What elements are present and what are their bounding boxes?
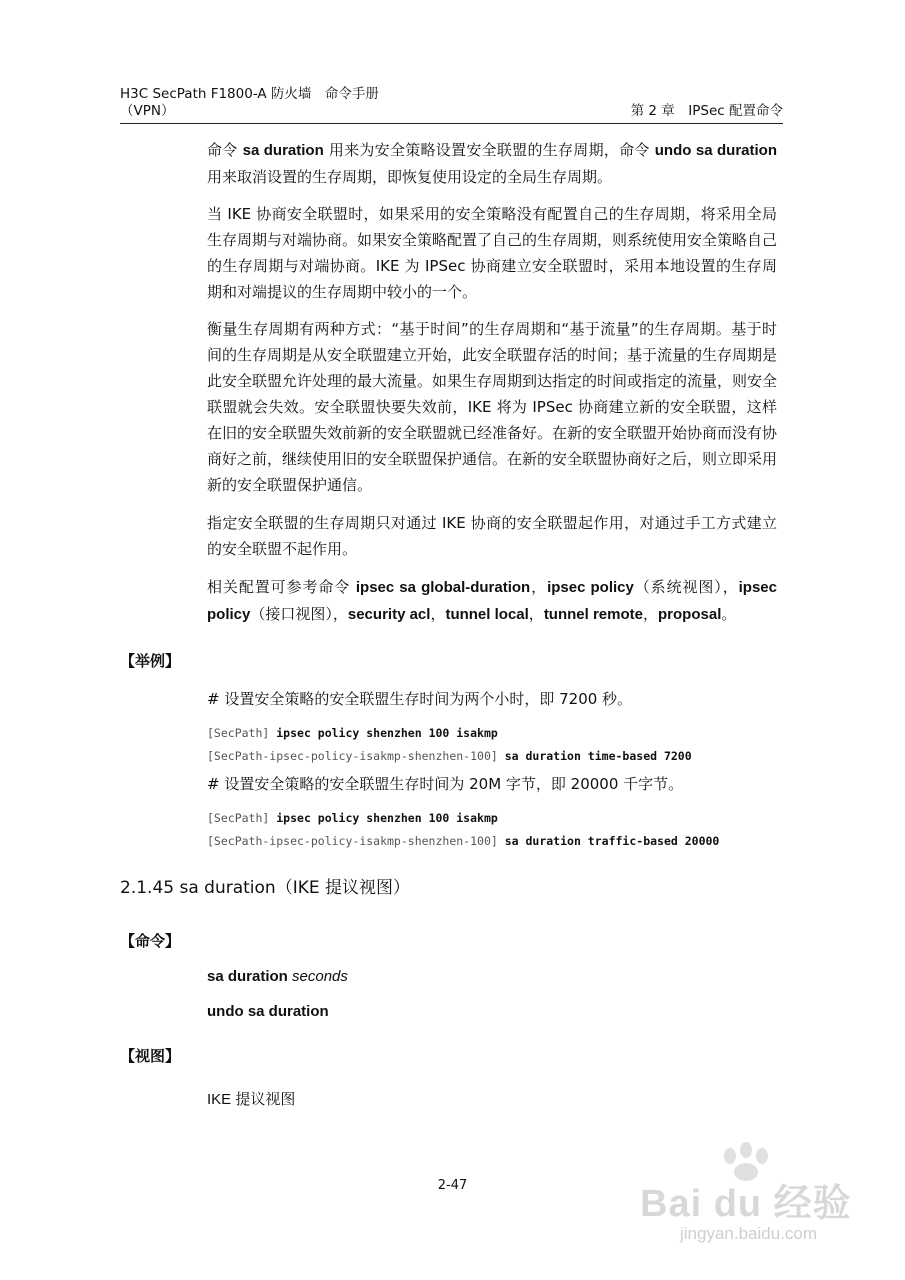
p5-text-2: ，: [530, 578, 548, 596]
code-line: [207, 811, 498, 825]
section-heading: 2.1.45 sa duration（IKE 提议视图）: [120, 878, 410, 898]
p5-keyword-4: security acl: [347, 606, 431, 623]
p1-text-3: 用来取消设置的生存周期，即恢复使用设定的全局生存周期。: [207, 168, 613, 186]
command-syntax-1: [207, 968, 348, 985]
code-line: [207, 749, 692, 763]
p5-keyword-5: tunnel local: [445, 606, 529, 623]
p5-text-1: 相关配置可参考命令: [207, 578, 356, 596]
watermark-url: jingyan.baidu.com: [680, 1224, 818, 1243]
page-number: 2-47: [437, 1178, 468, 1193]
p5-text-3: （系统视图），: [633, 578, 739, 596]
header-divider: [120, 123, 783, 124]
code-line: [207, 834, 719, 848]
code-command: sa duration traffic-based 20000: [504, 834, 720, 848]
code-prompt: [SecPath-ipsec-policy-isakmp-shenzhen-100]: [207, 749, 505, 763]
example-label: 【举例】: [120, 652, 181, 670]
paragraph-3: 衡量生存周期有两种方式：“基于时间”的生存周期和“基于流量”的生存周期。基于时间的生存周期是从安全联盟建立开始，此安全联盟存活的时间；基于流量的生存周期是此安全联盟允许处理的最大流量。如果生存周期到达指定的时间或指定的流量，则安全联盟就会失效。安全联盟快要失效前，IKE 将为 IPSec 协商建立新的安全联盟，这样在旧的安全联盟失效前新的安全联盟就已经准备好。在新的安全联盟开始协商而没有协商好之前，继续使用旧的安全联盟保护通信。在新的安全联盟协商好之后，则立即采用新的安全联盟保护通信。: [207, 320, 778, 494]
p5-text-8: 。: [721, 605, 737, 623]
header-title: [120, 86, 379, 120]
command-label: 【命令】: [120, 932, 181, 950]
p1-keyword-sa-duration: sa duration: [242, 142, 324, 159]
code-command: ipsec policy shenzhen 100 isakmp: [276, 811, 498, 825]
code-prompt: [SecPath]: [207, 726, 277, 740]
paragraph-2: 当 IKE 协商安全联盟时，如果采用的安全策略没有配置自己的生存周期，将采用全局生存周期与对端协商。如果安全策略配置了自己的生存周期，则系统使用安全策略自己的生存周期与对端协商。IKE 为 IPSec 协商建立安全联盟时，采用本地设置的生存周期和对端提议的生存周期中较小的一个。: [207, 205, 778, 301]
p5-text-4: （接口视图），: [250, 605, 348, 623]
code-prompt: [SecPath]: [207, 811, 277, 825]
paragraph-1: [207, 137, 777, 190]
p5-keyword-1: ipsec sa global-duration: [355, 579, 531, 596]
paragraph-4: 指定安全联盟的生存周期只对通过 IKE 协商的安全联盟起作用，对通过手工方式建立的安全联盟不起作用。: [207, 514, 777, 558]
command-keyword-undo: undo sa duration: [207, 1003, 329, 1020]
code-prompt: [SecPath-ipsec-policy-isakmp-shenzhen-100]: [207, 834, 505, 848]
p5-text-6: ，: [528, 605, 544, 623]
command-keyword: sa duration: [207, 968, 288, 985]
watermark-brand: Bai du 经验: [640, 1183, 852, 1225]
command-syntax-2: [207, 1003, 329, 1020]
code-command: ipsec policy shenzhen 100 isakmp: [276, 726, 498, 740]
p5-keyword-7: proposal: [658, 606, 722, 623]
p1-keyword-undo-sa-duration: undo sa duration: [654, 142, 777, 159]
paragraph-5: [207, 574, 777, 628]
header-chapter: 第 2 章 IPSec 配置命令: [630, 103, 783, 119]
view-value: IKE 提议视图: [207, 1091, 296, 1108]
code-command: sa duration time-based 7200: [504, 749, 692, 763]
view-label: 【视图】: [120, 1047, 181, 1065]
p1-text-1: 命令: [207, 141, 243, 159]
command-parameter: seconds: [287, 968, 348, 985]
example-comment-1: # 设置安全策略的安全联盟生存时间为两个小时，即 7200 秒。: [207, 690, 633, 708]
header-title-line1: H3C SecPath F1800-A 防火墙 命令手册: [120, 86, 379, 102]
p5-keyword-6: tunnel remote: [543, 606, 643, 623]
baidu-watermark: [640, 1140, 870, 1260]
p1-text-2: 用来为安全策略设置安全联盟的生存周期，命令: [323, 141, 655, 159]
code-line: [207, 726, 498, 740]
p5-text-5: ，: [430, 605, 446, 623]
p5-keyword-3: ipsec policy: [207, 579, 777, 623]
example-comment-2: # 设置安全策略的安全联盟生存时间为 20M 字节，即 20000 千字节。: [207, 775, 684, 793]
header-title-line2: （VPN）: [120, 103, 175, 119]
p5-text-7: ，: [643, 605, 659, 623]
p5-keyword-2: ipsec policy: [547, 579, 634, 596]
